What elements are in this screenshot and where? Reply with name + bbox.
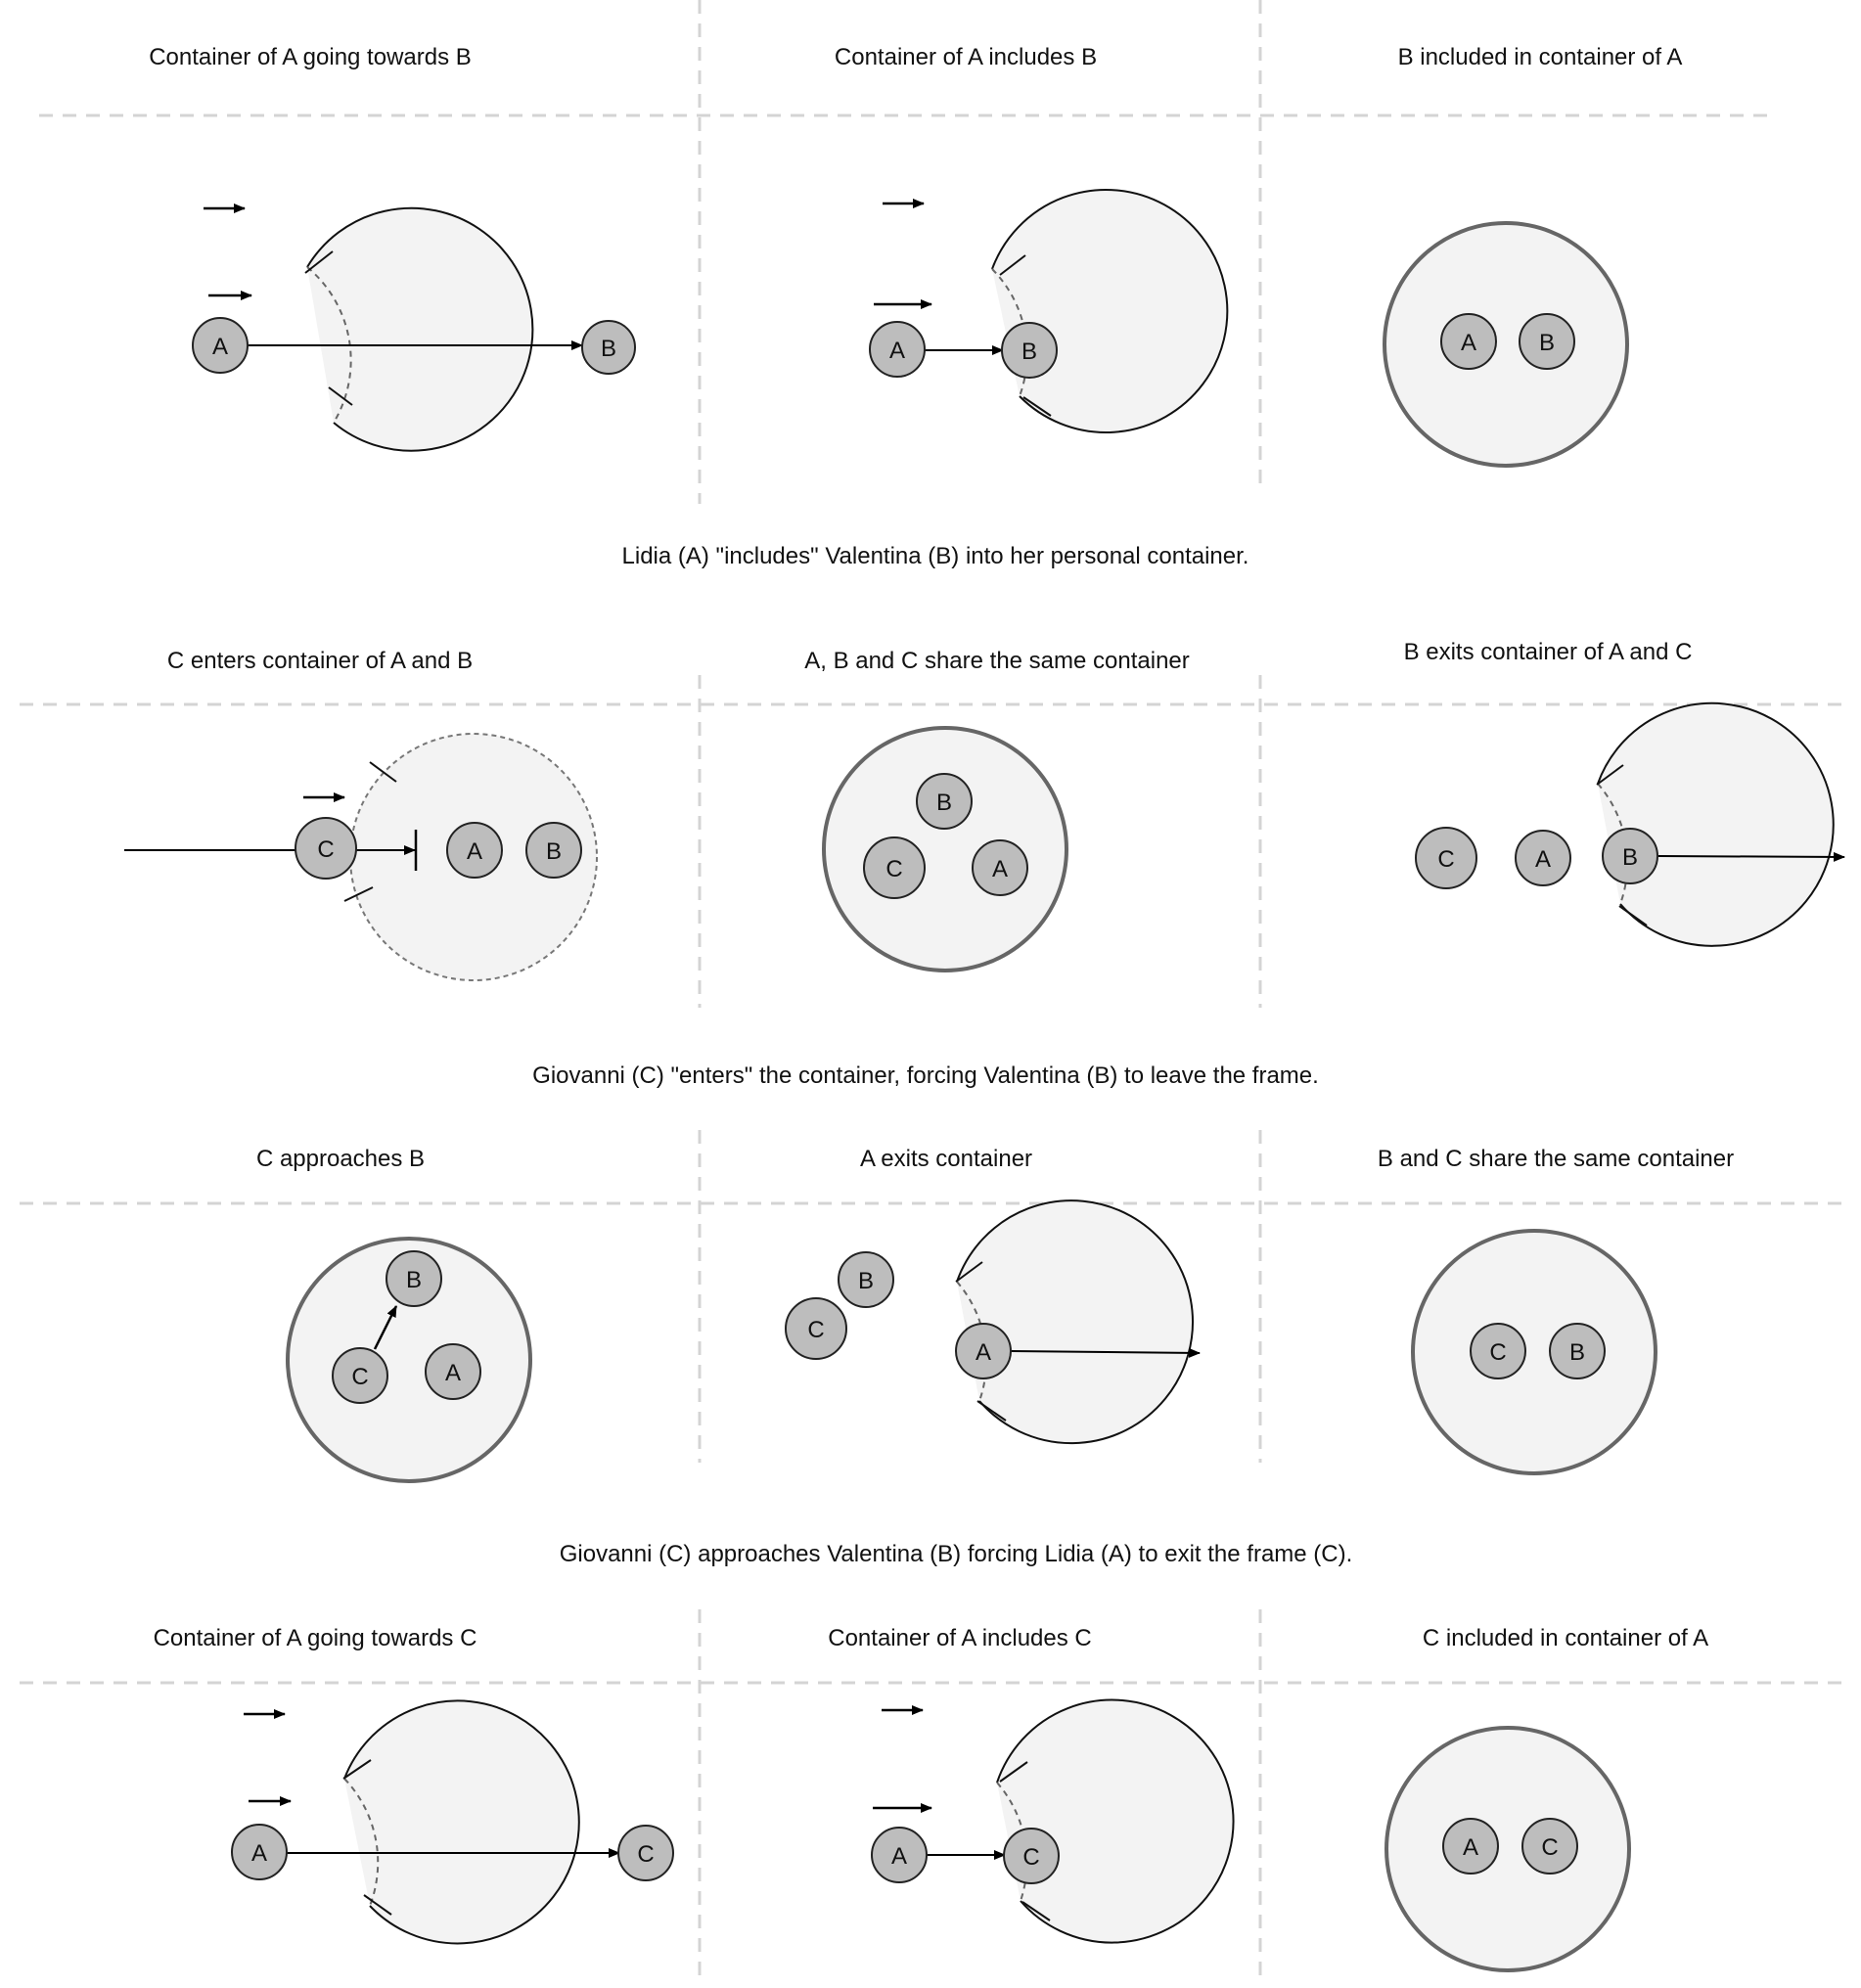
node-label: A (975, 1339, 992, 1366)
panel-title: B exits container of A and C (1403, 639, 1693, 665)
container-circle (1384, 223, 1627, 466)
panel-1-2 (870, 190, 1227, 432)
panel-title: B and C share the same container (1377, 1146, 1735, 1172)
container-circle (997, 1700, 1234, 1943)
node-label: A (466, 838, 483, 865)
node-label: C (1022, 1844, 1040, 1871)
panel-title: Container of A going towards B (149, 44, 472, 70)
node-label: C (351, 1364, 369, 1390)
panel-3-2 (786, 1200, 1200, 1443)
panel-title: A exits container (859, 1146, 1033, 1172)
node-label: C (807, 1317, 825, 1343)
container-circle (824, 728, 1067, 971)
node-label: A (890, 1843, 908, 1870)
panel-title: C approaches B (255, 1146, 426, 1172)
panel-title: Container of A going towards C (153, 1625, 477, 1651)
panel-2-2 (824, 728, 1067, 971)
row-caption: Lidia (A) "includes" Valentina (B) into her personal container. (621, 543, 1249, 569)
node-label: B (1538, 330, 1556, 356)
panel-title: C included in container of A (1422, 1625, 1709, 1651)
node-label: A (250, 1840, 268, 1867)
node-label: B (1568, 1339, 1586, 1366)
panel-1-3 (1384, 223, 1627, 466)
node-label: C (1541, 1834, 1559, 1861)
container-circle (1386, 1728, 1629, 1970)
node-label: C (637, 1841, 655, 1868)
node-label: A (211, 334, 229, 360)
node-label: B (935, 790, 953, 816)
node-label: C (1437, 846, 1455, 873)
node-label: B (600, 336, 617, 362)
node-label: A (1534, 846, 1552, 873)
panel-title: Container of A includes C (828, 1625, 1092, 1651)
row-caption: Giovanni (C) approaches Valentina (B) forcing Lidia (A) to exit the frame (C). (559, 1541, 1353, 1567)
container-circle (1598, 703, 1834, 946)
panel-4-1 (232, 1700, 673, 1943)
panel-1-1 (193, 208, 635, 451)
panel-4-2 (872, 1700, 1234, 1943)
node-label: A (1460, 330, 1477, 356)
panel-2-1 (124, 734, 597, 980)
node-label: B (857, 1268, 875, 1294)
node-label: A (444, 1360, 462, 1386)
movement-arrow (1658, 856, 1844, 857)
node-label: B (1621, 844, 1639, 871)
panel-title: C enters container of A and B (166, 648, 474, 674)
panel-3-3 (1413, 1231, 1656, 1473)
node-label: C (885, 856, 903, 882)
panel-title: Container of A includes B (834, 44, 1098, 70)
node-label: A (1462, 1834, 1479, 1861)
row-caption: Giovanni (C) "enters" the container, forcing Valentina (B) to leave the frame. (532, 1062, 1319, 1089)
container-circle (1413, 1231, 1656, 1473)
node-label: C (317, 836, 335, 863)
panel-3-1 (288, 1239, 530, 1481)
node-label: A (888, 338, 906, 364)
container-circle (992, 190, 1227, 432)
container-circle (957, 1200, 1193, 1443)
node-label: A (991, 856, 1009, 882)
panel-2-3 (1416, 703, 1844, 946)
node-label: B (405, 1267, 423, 1293)
node-label: B (1021, 339, 1038, 365)
panel-title: A, B and C share the same container (804, 648, 1190, 674)
panel-title: B included in container of A (1397, 44, 1683, 70)
container-circle (307, 208, 532, 451)
node-label: B (545, 838, 563, 865)
node-label: C (1489, 1339, 1507, 1366)
panel-4-3 (1386, 1728, 1629, 1970)
